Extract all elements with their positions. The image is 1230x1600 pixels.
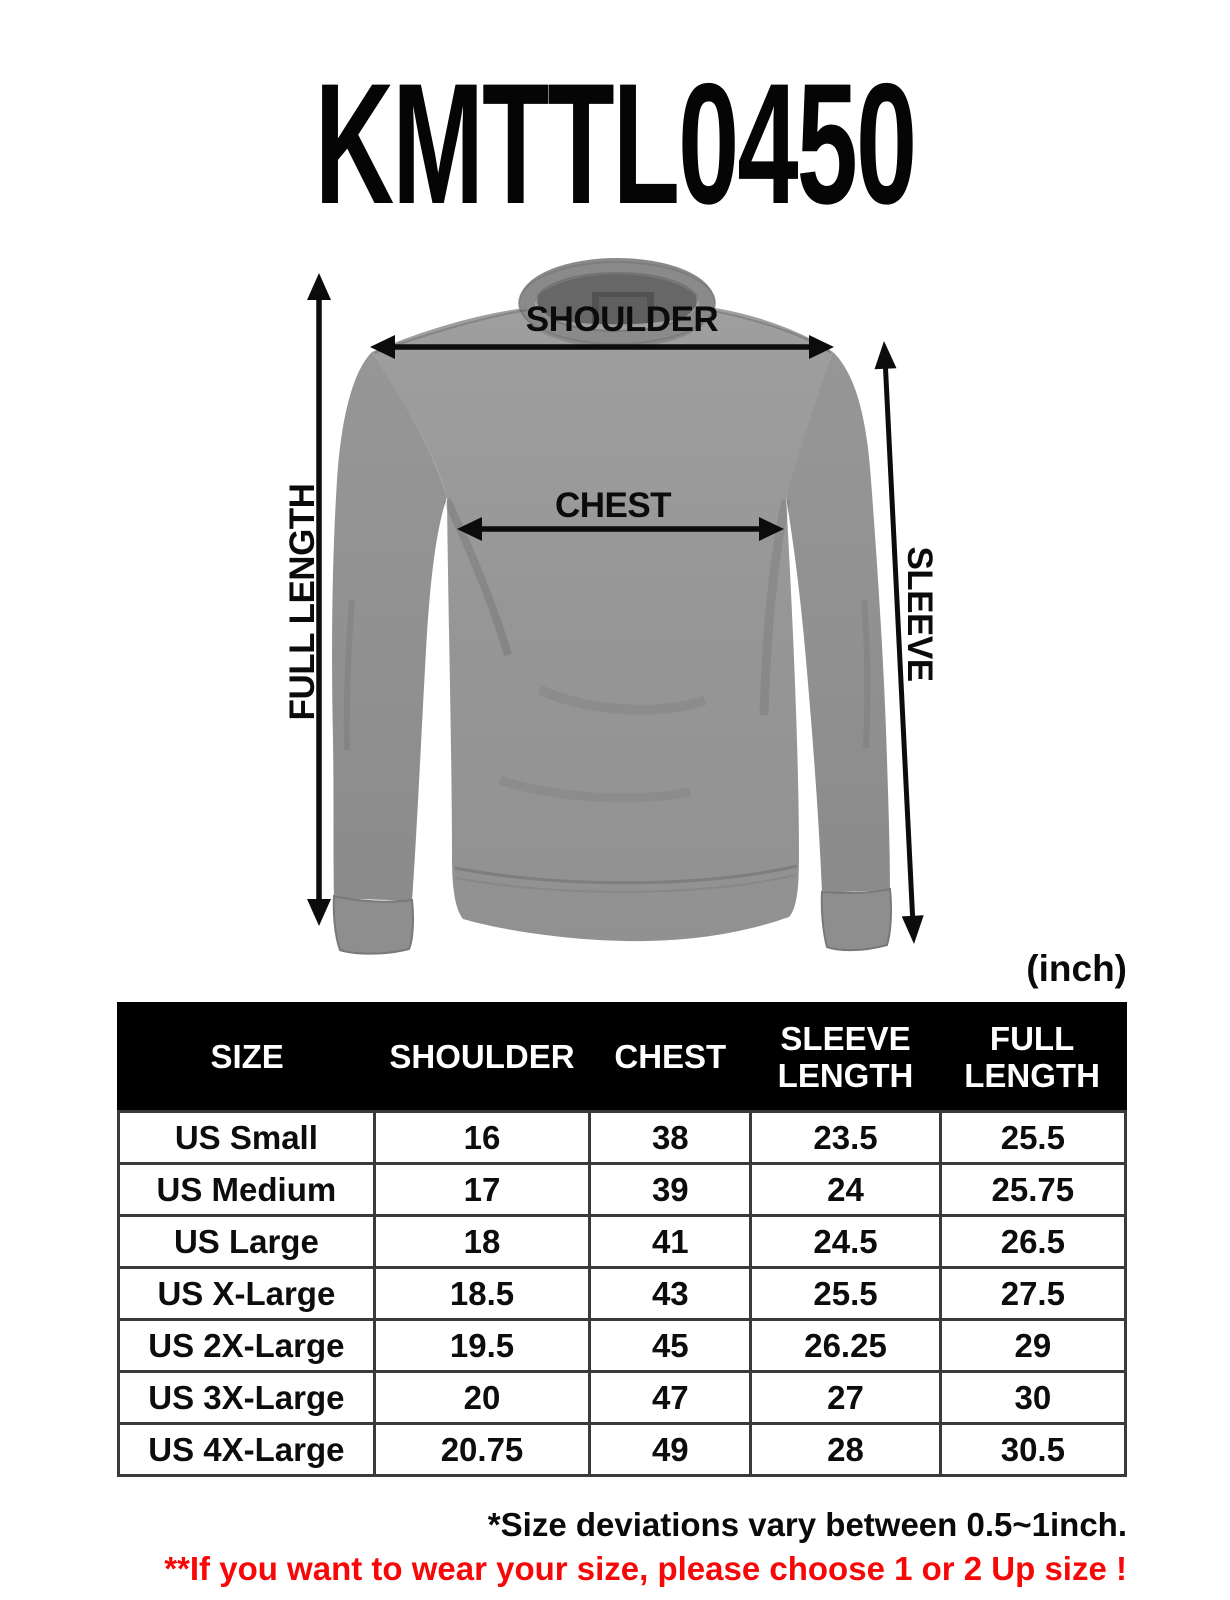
chest-cell: 41 (590, 1216, 751, 1268)
sleeve-arrowhead-bottom (902, 915, 924, 944)
full-length-cell: 29 (940, 1320, 1125, 1372)
col-header-shoulder: SHOULDER (374, 1004, 589, 1112)
table-row (119, 1268, 1126, 1320)
right-cuff (822, 889, 891, 950)
shoulder-cell: 17 (374, 1164, 589, 1216)
shoulder-label: SHOULDER (525, 300, 719, 339)
size-cell: US 3X-Large (119, 1372, 375, 1424)
col-header-size: SIZE (119, 1004, 375, 1112)
table-row (119, 1216, 1126, 1268)
sleeve-arrowhead-top (875, 341, 897, 369)
col-header-sleeve-length: SLEEVE LENGTH (751, 1004, 940, 1112)
table-row (119, 1320, 1126, 1372)
sleeve-length-cell: 23.5 (751, 1112, 940, 1164)
product-code-title: KMTTL0450 (314, 48, 916, 240)
chest-cell: 43 (590, 1268, 751, 1320)
sweater-measurement-diagram (250, 240, 980, 970)
col-header-chest: CHEST (590, 1004, 751, 1112)
size-cell: US Large (119, 1216, 375, 1268)
size-cell: US Small (119, 1112, 375, 1164)
table-row (119, 1164, 1126, 1216)
chest-label: CHEST (554, 486, 672, 525)
sleeve-length-cell: 27 (751, 1372, 940, 1424)
full-length-label: FULL LENGTH (283, 483, 322, 721)
size-up-note: **If you want to wear your size, please choose 1 or 2 Up size ! (164, 1549, 1127, 1587)
size-cell: US 2X-Large (119, 1320, 375, 1372)
right-sleeve-fold (864, 600, 867, 748)
shoulder-cell: 18.5 (374, 1268, 589, 1320)
chest-cell: 45 (590, 1320, 751, 1372)
size-cell: US Medium (119, 1164, 375, 1216)
col-header-full-length: FULL LENGTH (940, 1004, 1125, 1112)
chest-cell: 38 (590, 1112, 751, 1164)
sleeve-length-cell: 24.5 (751, 1216, 940, 1268)
sleeve-length-cell: 25.5 (751, 1268, 940, 1320)
left-cuff (334, 896, 413, 954)
chest-cell: 39 (590, 1164, 751, 1216)
full-length-arrowhead-top (307, 273, 331, 300)
unit-label: (inch) (1026, 948, 1127, 989)
chest-cell: 49 (590, 1424, 751, 1476)
full-length-cell: 30 (940, 1372, 1125, 1424)
deviation-note: *Size deviations vary between 0.5~1inch. (487, 1506, 1127, 1543)
sleeve-length-cell: 24 (751, 1164, 940, 1216)
shoulder-cell: 18 (374, 1216, 589, 1268)
sweater-image (332, 262, 891, 954)
full-length-cell: 25.5 (940, 1112, 1125, 1164)
full-length-cell: 27.5 (940, 1268, 1125, 1320)
header-row (119, 1004, 1126, 1112)
full-length-arrowhead-bottom (307, 899, 331, 926)
chest-cell: 47 (590, 1372, 751, 1424)
sweater-body (372, 307, 833, 941)
table-row (119, 1424, 1126, 1476)
shoulder-cell: 20 (374, 1372, 589, 1424)
size-table (117, 1002, 1127, 1477)
shoulder-cell: 19.5 (374, 1320, 589, 1372)
shoulder-cell: 16 (374, 1112, 589, 1164)
size-cell: US 4X-Large (119, 1424, 375, 1476)
table-row (119, 1112, 1126, 1164)
table-row (119, 1372, 1126, 1424)
shoulder-cell: 20.75 (374, 1424, 589, 1476)
full-length-cell: 30.5 (940, 1424, 1125, 1476)
full-length-cell: 25.75 (940, 1164, 1125, 1216)
sleeve-length-cell: 26.25 (751, 1320, 940, 1372)
sleeve-length-cell: 28 (751, 1424, 940, 1476)
sleeve-label: SLEEVE (900, 546, 939, 682)
size-cell: US X-Large (119, 1268, 375, 1320)
full-length-cell: 26.5 (940, 1216, 1125, 1268)
size-table-header (119, 1004, 1126, 1112)
footnotes (117, 1506, 1127, 1589)
